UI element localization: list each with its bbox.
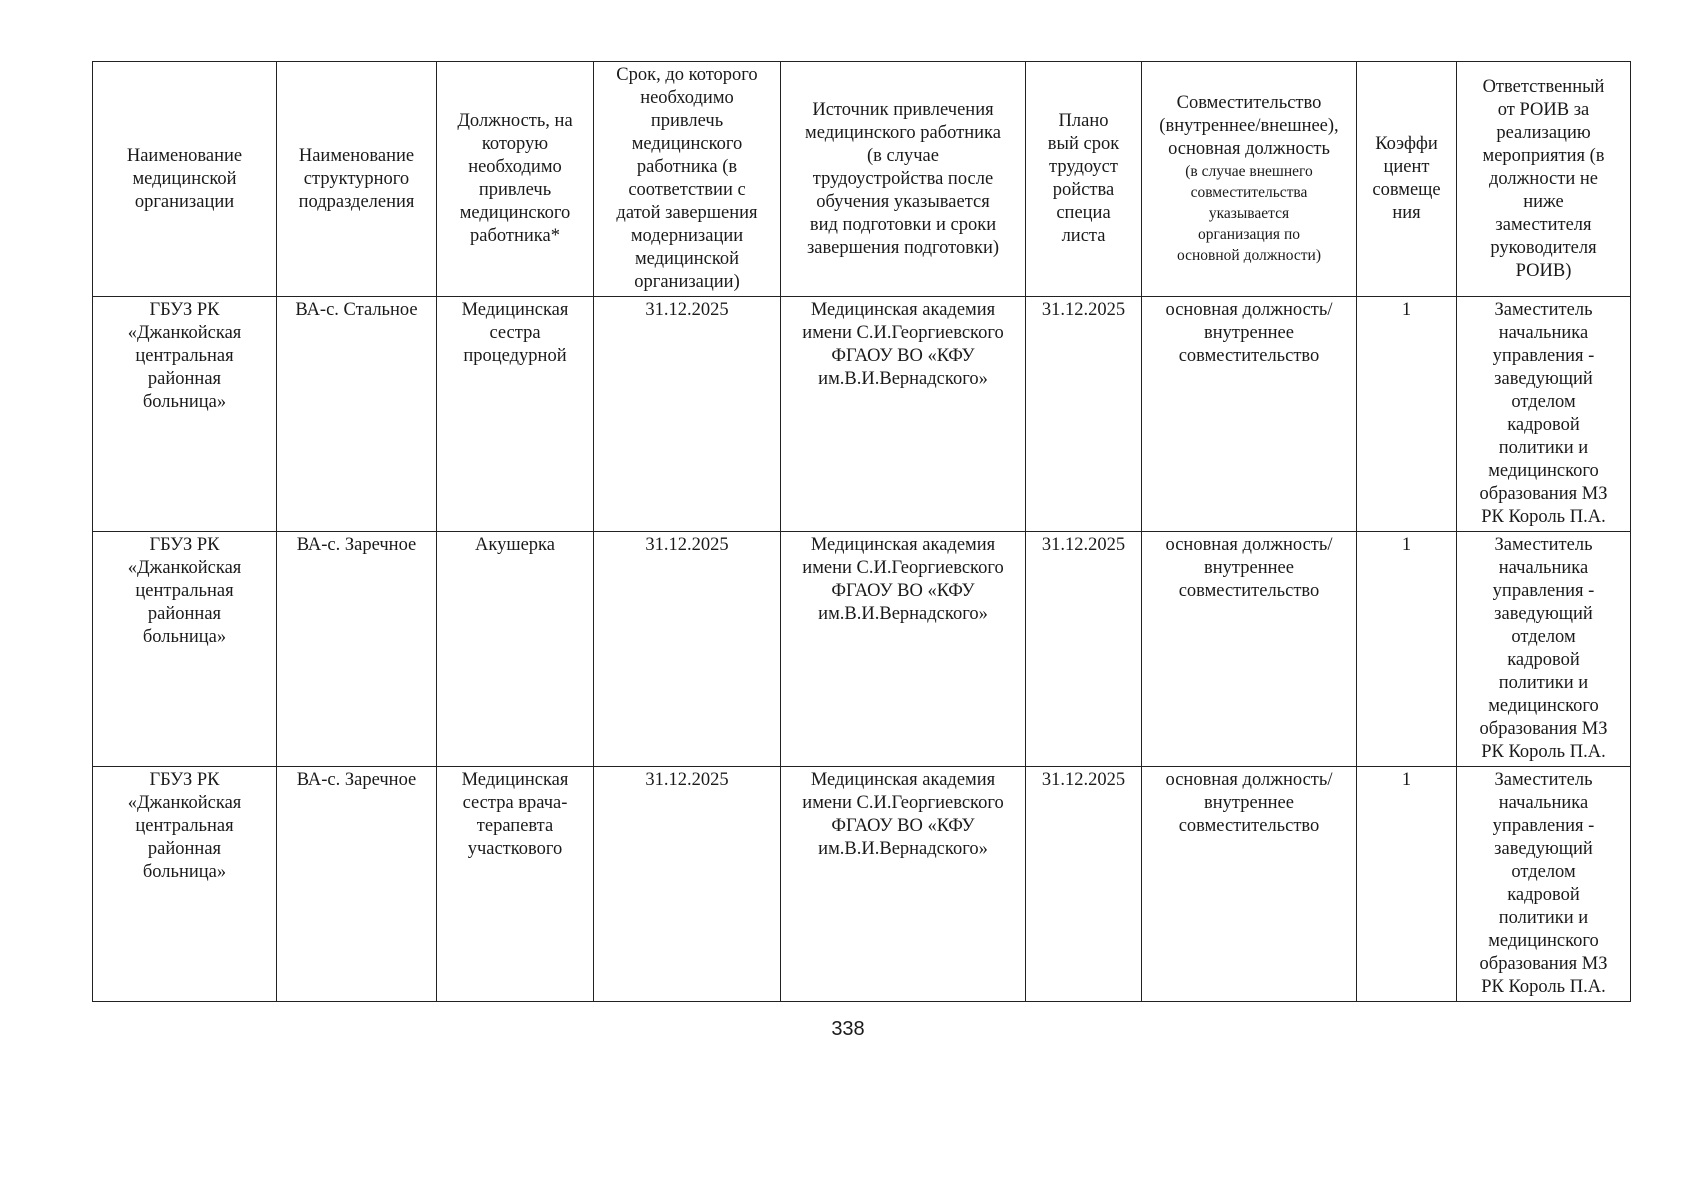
cell-organization: ГБУЗ РК «Джанкойская центральная районная больница» bbox=[93, 767, 277, 1002]
cell-planned-date: 31.12.2025 bbox=[1026, 532, 1142, 767]
cell-position: Медицинская сестра процедурной bbox=[437, 297, 594, 532]
cell-organization: ГБУЗ РК «Джанкойская центральная районная больница» bbox=[93, 532, 277, 767]
cell-department: ВА-с. Заречное bbox=[277, 532, 437, 767]
cell-position: Акушерка bbox=[437, 532, 594, 767]
table-row bbox=[93, 532, 1631, 767]
header-deadline: Срок, до которого необходимо привлечь медицинского работника (в соответствии с датой завершения модернизации медицинской организации) bbox=[594, 62, 781, 297]
cell-deadline: 31.12.2025 bbox=[594, 297, 781, 532]
cell-organization: ГБУЗ РК «Джанкойская центральная районная больница» bbox=[93, 297, 277, 532]
table-header-row bbox=[93, 62, 1631, 297]
header-source: Источник привлечения медицинского работника (в случае трудоустройства после обучения указывается вид подготовки и сроки завершения подготовки) bbox=[781, 62, 1026, 297]
table-row bbox=[93, 297, 1631, 532]
header-department: Наименование структурного подразделения bbox=[277, 62, 437, 297]
cell-source: Медицинская академия имени С.И.Георгиевского ФГАОУ ВО «КФУ им.В.И.Вернадского» bbox=[781, 297, 1026, 532]
cell-responsible: Заместитель начальника управления - заведующий отделом кадровой политики и медицинского образования МЗ РК Король П.А. bbox=[1457, 767, 1631, 1002]
cell-deadline: 31.12.2025 bbox=[594, 532, 781, 767]
table-row bbox=[93, 767, 1631, 1002]
cell-coefficient: 1 bbox=[1357, 532, 1457, 767]
header-position: Должность, на которую необходимо привлечь медицинского работника* bbox=[437, 62, 594, 297]
staffing-table bbox=[92, 61, 1631, 1002]
cell-planned-date: 31.12.2025 bbox=[1026, 767, 1142, 1002]
cell-responsible: Заместитель начальника управления - заведующий отделом кадровой политики и медицинского образования МЗ РК Король П.А. bbox=[1457, 532, 1631, 767]
header-combination: Совместительство (внутреннее/внешнее), основная должность (в случае внешнего совместительства указывается организация по основной должности) bbox=[1142, 62, 1357, 297]
page-number: 338 bbox=[831, 1018, 865, 1040]
header-organization: Наименование медицинской организации bbox=[93, 62, 277, 297]
cell-combination: основная должность/ внутреннее совместительство bbox=[1142, 532, 1357, 767]
cell-source: Медицинская академия имени С.И.Георгиевского ФГАОУ ВО «КФУ им.В.И.Вернадского» bbox=[781, 532, 1026, 767]
cell-department: ВА-с. Заречное bbox=[277, 767, 437, 1002]
cell-department: ВА-с. Стальное bbox=[277, 297, 437, 532]
cell-coefficient: 1 bbox=[1357, 297, 1457, 532]
header-responsible: Ответственный от РОИВ за реализацию мероприятия (в должности не ниже заместителя руководителя РОИВ) bbox=[1457, 62, 1631, 297]
cell-source: Медицинская академия имени С.И.Георгиевского ФГАОУ ВО «КФУ им.В.И.Вернадского» bbox=[781, 767, 1026, 1002]
header-coefficient: Коэффи циент совмеще ния bbox=[1357, 62, 1457, 297]
cell-responsible: Заместитель начальника управления - заведующий отделом кадровой политики и медицинского образования МЗ РК Король П.А. bbox=[1457, 297, 1631, 532]
cell-deadline: 31.12.2025 bbox=[594, 767, 781, 1002]
header-planned-date: Плано вый срок трудоуст ройства специа листа bbox=[1026, 62, 1142, 297]
cell-combination: основная должность/ внутреннее совместительство bbox=[1142, 767, 1357, 1002]
cell-combination: основная должность/ внутреннее совместительство bbox=[1142, 297, 1357, 532]
cell-position: Медицинская сестра врача- терапевта участкового bbox=[437, 767, 594, 1002]
cell-coefficient: 1 bbox=[1357, 767, 1457, 1002]
cell-planned-date: 31.12.2025 bbox=[1026, 297, 1142, 532]
